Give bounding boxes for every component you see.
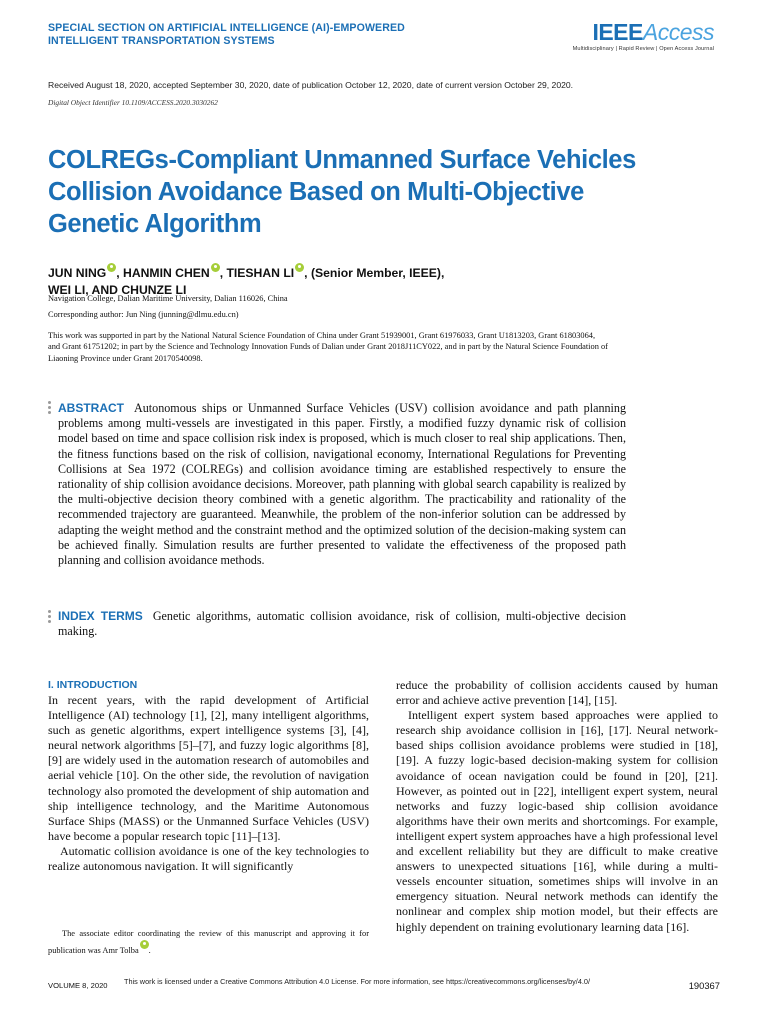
affiliation: Navigation College, Dalian Maritime University, Dalian 116026, China	[48, 294, 288, 303]
abstract-marker-icon	[48, 401, 52, 416]
intro-paragraph-3: reduce the probability of collision accidents caused by human error and achieve active prevention [14], [15].	[396, 678, 718, 708]
author-line-2: WEI LI, AND CHUNZE LI	[48, 283, 187, 298]
orcid-icon[interactable]	[107, 263, 116, 272]
paper-title	[48, 144, 688, 240]
license-notice[interactable]: This work is licensed under a Creative Commons Attribution 4.0 License. For more information, see https://creativecommons.org/licenses/by/4.0/	[124, 977, 590, 986]
left-column	[48, 678, 369, 874]
orcid-icon[interactable]	[140, 940, 149, 949]
author-hanmin-chen: , HANMIN CHEN	[116, 266, 210, 281]
abstract-label: ABSTRACT	[58, 401, 124, 415]
section-line-2: INTELLIGENT TRANSPORTATION SYSTEMS	[48, 35, 275, 47]
index-terms	[58, 609, 626, 639]
right-column	[396, 678, 718, 935]
author-member-note: , (Senior Member, IEEE),	[304, 266, 445, 281]
title-line-1: COLREGs-Compliant Unmanned Surface Vehicles	[48, 146, 636, 174]
logo-access: Access	[642, 19, 714, 45]
intro-paragraph-2: Automatic collision avoidance is one of the key technologies to realize autonomous navigation. It will significantly	[48, 843, 369, 874]
section-line-1: SPECIAL SECTION ON ARTIFICIAL INTELLIGENCE (AI)-EMPOWERED	[48, 22, 405, 34]
received-dates: Received August 18, 2020, accepted September 30, 2020, date of publication October 12, 2020, date of current version October 29, 2020.	[48, 80, 574, 90]
author-jun-ning: JUN NING	[48, 266, 107, 281]
index-terms-text: Genetic algorithms, automatic collision avoidance, risk of collision, multi-objective decision making.	[58, 609, 627, 639]
page-number: 190367	[688, 980, 720, 991]
editor-footnote	[48, 927, 369, 957]
journal-tagline: Multidisciplinary | Rapid Review | Open Access Journal	[572, 46, 714, 52]
orcid-icon[interactable]	[211, 263, 220, 272]
orcid-icon[interactable]	[295, 263, 304, 272]
volume-label: VOLUME 8, 2020	[48, 981, 108, 990]
special-section-label	[48, 22, 488, 48]
intro-paragraph-1: In recent years, with the rapid development of Artificial Intelligence (AI) technology [1], [2], many intelligent algorithms, such as genetic algorithms, expert intelligence systems [3], [4], neural network algorithms [5]–[7], and fuzzy logic algorithms [8], [9] are widely used in the automation research of automobiles and aerial vehicle [10]. On the other side, the revolution of navigation technology also promoted the development of ship automation and ship intelligence technology, and the Maritime Autonomous Surface Ships (MASS) or the Unmanned Surface Vehicles (USV) have become a popular research topic [11]–[13].	[48, 693, 369, 843]
title-line-2: Collision Avoidance Based on Multi-Objective	[48, 178, 584, 206]
doi[interactable]: Digital Object Identifier 10.1109/ACCESS.2020.3030262	[48, 98, 218, 107]
funding-statement: This work was supported in part by the National Natural Science Foundation of China under Grant 51939001, Grant 61976033, Grant U1813203, Grant 61803064, and Grant 61751202; in part by the Science and Technology Innovation Funds of Dalian under Grant 2018J11CY022, and in part by the Natural Science Foundation of Liaoning Province under Grant 20170540098.	[48, 331, 608, 363]
index-terms-marker-icon	[48, 610, 52, 625]
corresponding-author: Corresponding author: Jun Ning (junning@dlmu.edu.cn)	[48, 310, 239, 319]
journal-logo[interactable]	[592, 19, 714, 46]
abstract-text: Autonomous ships or Unmanned Surface Vehicles (USV) collision avoidance and path planning problems among multi-vessels are investigated in this paper. Firstly, a modified fuzzy dynamic risk of collision model based on time and space collision risk index is proposed, which is much closer to real ship applications. Then, the fitness functions based on the risk of collision, navigational economy, International Regulations for Preventing Collisions at Sea 1972 (COLREGs) and collision avoidance timing are established respectively to ensure the rationality of ship collision avoidance decisions. Moreover, path planning with global search capability is realized by the multi-objective decision theory combined with a genetic algorithm. The practicability and rationality of the recommended trajectory are guaranteed. Meanwhile, the problem of the non-inferior solution can be addressed by adapting the weight method and the constraint method and the optimized solution of the decision-making system can be achieved finally. Simulation results are further presented to validate the effectiveness of the proposed path planning and collision avoidance methods.	[58, 401, 626, 568]
title-line-3: Genetic Algorithm	[48, 210, 262, 238]
logo-ieee: IEEE	[592, 19, 643, 45]
footnote-end: .	[148, 945, 151, 955]
author-tieshan-li: , TIESHAN LI	[219, 266, 295, 281]
section-heading-introduction: I. INTRODUCTION	[48, 679, 138, 691]
footnote-text: The associate editor coordinating the review of this manuscript and approving it for publication was Amr Tolba	[48, 929, 369, 955]
abstract	[58, 401, 626, 568]
index-terms-label: INDEX TERMS	[58, 609, 143, 623]
intro-paragraph-4: Intelligent expert system based approaches were applied to research ship avoidance collision in [16], [17]. Neural network-based ships collision avoidance problems were studied in [18], [19]. A fuzzy logic-based decision-making system for collision avoidance of ocean navigation could be found in [20], [21]. However, as pointed out in [22], intelligent expert system, neural networks and fuzzy logic-based ship collision avoidance algorithms have their own merits and shortcomings. For example, intelligent expert system approaches have a high professional level and excellent reliability but they are difficult to make creative answers to unexpected situations [16], while during a multi-vessels encounter situation, sometimes ships will involve in an emergency situation. Neural network methods can identify the nonlinear and complex ship motion model, but their effects are highly dependent on training evolutionary learning data [16].	[396, 708, 718, 934]
